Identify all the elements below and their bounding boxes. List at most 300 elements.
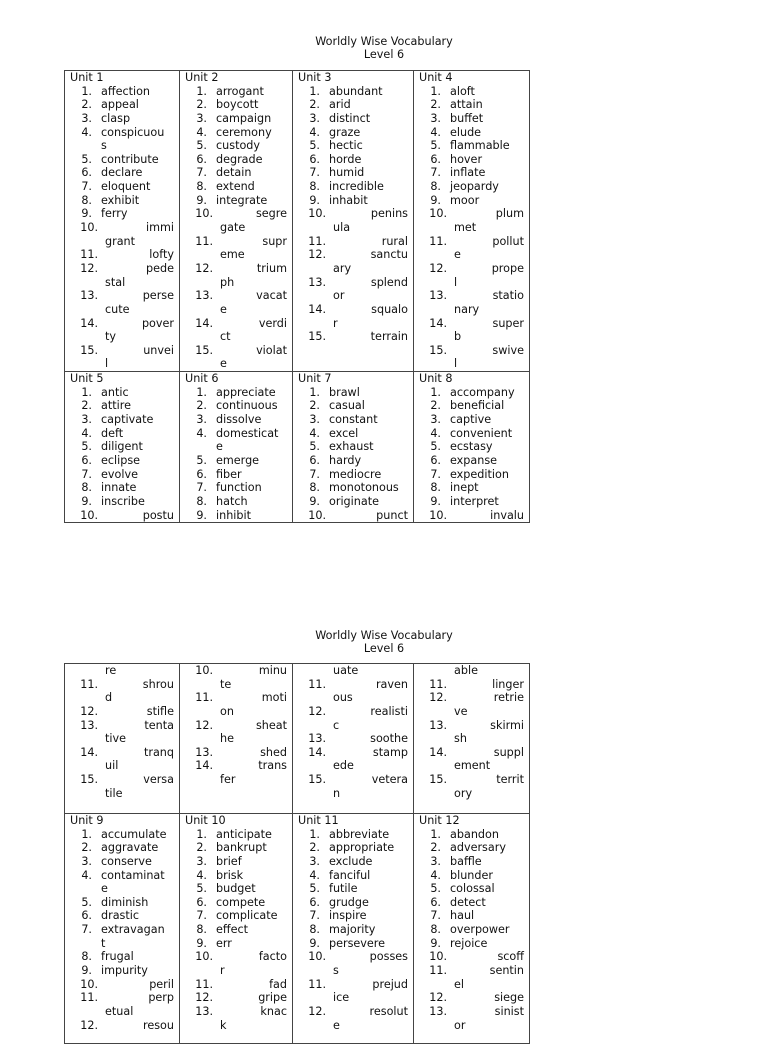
word-line bbox=[414, 126, 529, 140]
word-continuation: s bbox=[333, 964, 339, 978]
vocab-word: rural bbox=[381, 234, 408, 248]
word-continuation: stal bbox=[105, 275, 126, 289]
vocab-word: humid bbox=[329, 166, 365, 180]
word-line bbox=[414, 399, 529, 413]
continued-cell bbox=[180, 664, 293, 814]
vocab-word: flammable bbox=[450, 139, 510, 153]
word-number: 8. bbox=[430, 180, 441, 194]
word-line bbox=[65, 746, 179, 760]
vocab-word: sanctu bbox=[370, 248, 408, 262]
word-number: 6. bbox=[196, 152, 207, 166]
unit-6-list bbox=[180, 372, 292, 522]
vocab-word: inhabit bbox=[329, 193, 368, 207]
word-number: 4. bbox=[81, 426, 92, 440]
word-number: 14. bbox=[80, 316, 98, 330]
vocab-word: verdi bbox=[258, 316, 287, 330]
word-line bbox=[293, 454, 413, 468]
word-line bbox=[180, 691, 292, 705]
word-line bbox=[293, 139, 413, 153]
word-line bbox=[414, 139, 529, 153]
word-number: 4. bbox=[196, 426, 207, 440]
word-number: 15. bbox=[308, 773, 326, 787]
word-number: 9. bbox=[309, 936, 320, 950]
continued-cell bbox=[65, 664, 180, 814]
vocab-word: perse bbox=[142, 289, 174, 303]
word-line bbox=[65, 413, 179, 427]
word-line bbox=[414, 427, 529, 441]
word-number: 6. bbox=[81, 909, 92, 923]
vocab-word: constant bbox=[329, 413, 378, 427]
vocab-word: lofty bbox=[149, 248, 174, 262]
vocab-word: ceremony bbox=[216, 125, 272, 139]
word-number: 10. bbox=[80, 508, 98, 522]
word-line bbox=[293, 978, 413, 992]
word-line bbox=[293, 773, 413, 787]
word-line bbox=[414, 468, 529, 482]
word-number: 14. bbox=[195, 759, 213, 773]
word-number: 2. bbox=[430, 98, 441, 112]
word-number: 9. bbox=[196, 508, 207, 522]
word-number: 8. bbox=[309, 481, 320, 495]
unit-5-list bbox=[65, 372, 179, 522]
word-line bbox=[65, 732, 179, 746]
word-number: 5. bbox=[81, 895, 92, 909]
vocab-word: interpret bbox=[450, 494, 499, 508]
vocab-word: mediocre bbox=[329, 467, 382, 481]
word-number: 12. bbox=[195, 991, 213, 1005]
unit-7-continued bbox=[293, 664, 413, 800]
vocab-word: declare bbox=[101, 166, 143, 180]
word-line bbox=[293, 719, 413, 733]
word-line bbox=[293, 180, 413, 194]
vocab-word: invalu bbox=[490, 508, 524, 522]
word-line bbox=[65, 1005, 179, 1019]
word-number: 1. bbox=[196, 827, 207, 841]
word-line bbox=[414, 950, 529, 964]
word-line bbox=[65, 964, 179, 978]
vocab-word: inspire bbox=[329, 909, 367, 923]
word-number: 10. bbox=[429, 508, 447, 522]
vocab-word: hatch bbox=[216, 494, 248, 508]
word-continuation: b bbox=[454, 330, 462, 344]
word-number: 2. bbox=[309, 98, 320, 112]
unit-12-list bbox=[414, 814, 529, 1032]
vocab-word: err bbox=[216, 936, 232, 950]
word-number: 11. bbox=[195, 691, 213, 705]
word-line bbox=[180, 399, 292, 413]
word-continuation: te bbox=[220, 677, 232, 691]
word-continuation: eme bbox=[220, 248, 245, 262]
vocab-word: innate bbox=[101, 481, 137, 495]
word-line bbox=[414, 481, 529, 495]
vocab-word: linger bbox=[492, 677, 524, 691]
word-continuation: l bbox=[105, 357, 109, 371]
word-number: 8. bbox=[309, 923, 320, 937]
vocab-word: originate bbox=[329, 494, 379, 508]
word-continuation: ede bbox=[333, 759, 354, 773]
word-number: 7. bbox=[309, 467, 320, 481]
word-line bbox=[65, 289, 179, 303]
word-line bbox=[180, 330, 292, 344]
word-number: 4. bbox=[309, 868, 320, 882]
word-continuation: able bbox=[454, 664, 478, 677]
vocab-word: violat bbox=[256, 343, 287, 357]
unit-title: Unit 3 bbox=[298, 71, 332, 84]
word-number: 9. bbox=[430, 494, 441, 508]
word-continuation: r bbox=[220, 964, 225, 978]
vocab-word: brawl bbox=[329, 385, 360, 399]
word-line bbox=[65, 344, 179, 358]
word-line bbox=[180, 773, 292, 787]
vocab-word: clasp bbox=[101, 111, 131, 125]
word-line bbox=[414, 869, 529, 883]
word-line bbox=[65, 330, 179, 344]
unit-cell bbox=[293, 814, 414, 1044]
vocab-word: peril bbox=[149, 977, 174, 991]
unit-6-continued bbox=[180, 664, 292, 787]
word-line bbox=[180, 85, 292, 99]
word-continuation: cute bbox=[105, 302, 130, 316]
word-number: 13. bbox=[308, 732, 326, 746]
unit-cell bbox=[414, 372, 530, 523]
vocab-word: appeal bbox=[101, 98, 139, 112]
word-number: 13. bbox=[195, 745, 213, 759]
vocab-word: abbreviate bbox=[329, 827, 390, 841]
word-number: 15. bbox=[195, 343, 213, 357]
word-line bbox=[293, 194, 413, 208]
word-number: 4. bbox=[309, 125, 320, 139]
word-number: 4. bbox=[309, 426, 320, 440]
word-line bbox=[180, 950, 292, 964]
word-line bbox=[293, 303, 413, 317]
word-number: 8. bbox=[81, 950, 92, 964]
word-line bbox=[180, 440, 292, 454]
word-line bbox=[65, 869, 179, 883]
word-line bbox=[414, 787, 529, 801]
word-continuation: e bbox=[220, 302, 227, 316]
word-number: 6. bbox=[309, 152, 320, 166]
word-number: 1. bbox=[81, 827, 92, 841]
word-number: 11. bbox=[80, 248, 98, 262]
word-line bbox=[180, 357, 292, 371]
word-number: 5. bbox=[81, 152, 92, 166]
vocab-word: tranq bbox=[143, 745, 174, 759]
vocab-word: abandon bbox=[450, 827, 499, 841]
vocab-word: campaign bbox=[216, 111, 272, 125]
vocab-word: shrou bbox=[142, 677, 174, 691]
word-line bbox=[293, 276, 413, 290]
word-line bbox=[65, 427, 179, 441]
word-number: 7. bbox=[430, 166, 441, 180]
word-number: 6. bbox=[309, 895, 320, 909]
word-line bbox=[414, 828, 529, 842]
word-number: 1. bbox=[196, 84, 207, 98]
word-line bbox=[180, 112, 292, 126]
vocab-word: expanse bbox=[450, 453, 498, 467]
word-line bbox=[180, 427, 292, 441]
word-line bbox=[180, 978, 292, 992]
word-line bbox=[414, 112, 529, 126]
word-number: 5. bbox=[196, 139, 207, 153]
word-line bbox=[180, 759, 292, 773]
word-number: 1. bbox=[430, 84, 441, 98]
word-number: 4. bbox=[196, 125, 207, 139]
page2-vocab-table bbox=[64, 663, 530, 1044]
word-number: 10. bbox=[80, 977, 98, 991]
word-number: 14. bbox=[195, 316, 213, 330]
vocab-word: supr bbox=[262, 234, 287, 248]
word-number: 10. bbox=[429, 207, 447, 221]
word-line bbox=[293, 207, 413, 221]
word-number: 12. bbox=[429, 991, 447, 1005]
word-continuation: on bbox=[220, 704, 234, 718]
word-line bbox=[293, 317, 413, 331]
word-number: 8. bbox=[81, 193, 92, 207]
word-number: 1. bbox=[81, 84, 92, 98]
vocab-word: horde bbox=[329, 152, 362, 166]
word-number: 11. bbox=[429, 234, 447, 248]
word-line bbox=[414, 1019, 529, 1033]
word-line bbox=[293, 248, 413, 262]
vocab-word: postu bbox=[142, 508, 174, 522]
vocab-word: incredible bbox=[329, 180, 384, 194]
word-continuation: s bbox=[101, 139, 107, 153]
unit-title: Unit 12 bbox=[419, 814, 460, 827]
word-number: 13. bbox=[429, 718, 447, 732]
word-line bbox=[180, 964, 292, 978]
vocab-word: abundant bbox=[329, 84, 383, 98]
word-number: 11. bbox=[308, 977, 326, 991]
word-line bbox=[180, 909, 292, 923]
word-number: 13. bbox=[195, 289, 213, 303]
word-line bbox=[65, 705, 179, 719]
word-continuation: e bbox=[101, 882, 108, 896]
word-line bbox=[180, 896, 292, 910]
word-continuation: he bbox=[220, 732, 234, 746]
vocab-word: brief bbox=[216, 854, 242, 868]
word-line bbox=[414, 678, 529, 692]
word-continuation: ory bbox=[454, 786, 473, 800]
word-number: 6. bbox=[430, 895, 441, 909]
vocab-word: captivate bbox=[101, 413, 154, 427]
word-line bbox=[65, 166, 179, 180]
word-line bbox=[65, 841, 179, 855]
unit-title: Unit 4 bbox=[419, 71, 453, 84]
word-line bbox=[65, 276, 179, 290]
word-number: 6. bbox=[430, 152, 441, 166]
word-number: 3. bbox=[196, 111, 207, 125]
word-line bbox=[180, 937, 292, 951]
unit-3-list bbox=[293, 71, 413, 344]
word-line bbox=[293, 705, 413, 719]
vocab-word: detain bbox=[216, 166, 252, 180]
vocab-word: penins bbox=[370, 207, 408, 221]
word-number: 7. bbox=[309, 909, 320, 923]
word-number: 12. bbox=[429, 261, 447, 275]
vocab-word: distinct bbox=[329, 111, 371, 125]
word-line bbox=[65, 221, 179, 235]
word-line bbox=[180, 180, 292, 194]
vocab-word: soothe bbox=[370, 732, 408, 746]
word-number: 12. bbox=[429, 691, 447, 705]
continued-cell bbox=[414, 664, 530, 814]
word-line bbox=[293, 691, 413, 705]
vocab-word: futile bbox=[329, 882, 358, 896]
vocab-word: arid bbox=[329, 98, 351, 112]
word-line bbox=[293, 262, 413, 276]
word-number: 7. bbox=[81, 467, 92, 481]
vocab-word: gripe bbox=[258, 991, 287, 1005]
word-line bbox=[293, 964, 413, 978]
vocab-word: jeopardy bbox=[450, 180, 499, 194]
word-number: 12. bbox=[308, 704, 326, 718]
vocab-word: function bbox=[216, 481, 262, 495]
word-line bbox=[293, 427, 413, 441]
vocab-word: boycott bbox=[216, 98, 259, 112]
word-number: 14. bbox=[80, 745, 98, 759]
unit-7-list bbox=[293, 372, 413, 522]
unit-title: Unit 1 bbox=[70, 71, 104, 84]
word-continuation: tive bbox=[105, 732, 126, 746]
word-line bbox=[414, 180, 529, 194]
word-number: 4. bbox=[81, 125, 92, 139]
word-line bbox=[414, 909, 529, 923]
word-continuation: ous bbox=[333, 691, 353, 705]
vocab-word: affection bbox=[101, 84, 151, 98]
word-line bbox=[414, 221, 529, 235]
word-line bbox=[65, 180, 179, 194]
word-line bbox=[65, 855, 179, 869]
word-continuation: l bbox=[454, 275, 458, 289]
vocab-word: expedition bbox=[450, 467, 509, 481]
word-number: 8. bbox=[81, 481, 92, 495]
vocab-word: trium bbox=[256, 261, 287, 275]
word-number: 2. bbox=[196, 841, 207, 855]
word-line bbox=[293, 937, 413, 951]
word-line bbox=[414, 841, 529, 855]
vocab-word: appropriate bbox=[329, 841, 395, 855]
word-number: 10. bbox=[80, 221, 98, 235]
vocab-word: punct bbox=[376, 508, 408, 522]
word-line bbox=[180, 194, 292, 208]
unit-cell bbox=[414, 814, 530, 1044]
vocab-word: convenient bbox=[450, 426, 513, 440]
unit-cell bbox=[414, 71, 530, 372]
word-line bbox=[180, 221, 292, 235]
word-line bbox=[293, 166, 413, 180]
word-continuation: met bbox=[454, 221, 477, 235]
vocab-word: conspicuou bbox=[101, 125, 165, 139]
word-line bbox=[414, 732, 529, 746]
vocab-word: excel bbox=[329, 426, 359, 440]
word-line bbox=[414, 386, 529, 400]
word-number: 3. bbox=[81, 111, 92, 125]
word-number: 11. bbox=[429, 677, 447, 691]
vocab-word: siege bbox=[494, 991, 524, 1005]
vocab-word: prope bbox=[491, 261, 524, 275]
word-number: 1. bbox=[309, 827, 320, 841]
word-line bbox=[293, 746, 413, 760]
word-number: 7. bbox=[430, 909, 441, 923]
word-line bbox=[180, 413, 292, 427]
vocab-word: accumulate bbox=[101, 827, 167, 841]
unit-8-list bbox=[414, 372, 529, 522]
word-line bbox=[414, 413, 529, 427]
word-continuation: e bbox=[216, 440, 223, 454]
word-number: 3. bbox=[196, 854, 207, 868]
word-line bbox=[65, 262, 179, 276]
vocab-word: inhibit bbox=[216, 508, 251, 522]
vocab-word: super bbox=[492, 316, 524, 330]
word-line bbox=[180, 317, 292, 331]
vocab-word: accompany bbox=[450, 385, 515, 399]
vocab-word: baffle bbox=[450, 854, 482, 868]
unit-title: Unit 11 bbox=[298, 814, 339, 827]
word-number: 12. bbox=[308, 248, 326, 262]
word-number: 14. bbox=[429, 316, 447, 330]
vocab-word: impurity bbox=[101, 964, 148, 978]
unit-2-list bbox=[180, 71, 292, 371]
word-line bbox=[65, 317, 179, 331]
word-line bbox=[414, 495, 529, 509]
word-line bbox=[65, 828, 179, 842]
word-line bbox=[414, 705, 529, 719]
word-line bbox=[180, 705, 292, 719]
vocab-word: stifle bbox=[146, 704, 174, 718]
word-continuation: ary bbox=[333, 261, 352, 275]
word-line bbox=[65, 787, 179, 801]
word-line bbox=[414, 759, 529, 773]
word-line bbox=[293, 1019, 413, 1033]
vocab-word: hectic bbox=[329, 139, 363, 153]
word-line bbox=[293, 98, 413, 112]
word-line bbox=[65, 509, 179, 523]
word-number: 3. bbox=[430, 413, 441, 427]
word-continuation: n bbox=[333, 786, 341, 800]
vocab-word: skirmi bbox=[490, 718, 524, 732]
vocab-word: integrate bbox=[216, 193, 268, 207]
word-line bbox=[65, 773, 179, 787]
word-number: 14. bbox=[429, 745, 447, 759]
word-line bbox=[293, 732, 413, 746]
word-line bbox=[65, 978, 179, 992]
word-number: 11. bbox=[195, 234, 213, 248]
word-line bbox=[414, 773, 529, 787]
word-line bbox=[414, 1005, 529, 1019]
word-number: 5. bbox=[309, 882, 320, 896]
word-number: 1. bbox=[309, 84, 320, 98]
document-title: Worldly Wise Vocabulary bbox=[315, 629, 453, 642]
vocab-word: persevere bbox=[329, 936, 386, 950]
page2-header bbox=[0, 629, 768, 655]
vocab-word: buffet bbox=[450, 111, 484, 125]
word-continuation: ement bbox=[454, 759, 491, 773]
vocab-word: squalo bbox=[371, 302, 408, 316]
unit-title: Unit 9 bbox=[70, 814, 104, 827]
word-line bbox=[65, 440, 179, 454]
word-line bbox=[65, 923, 179, 937]
word-line bbox=[414, 248, 529, 262]
vocab-word: prejud bbox=[372, 977, 408, 991]
word-line bbox=[414, 207, 529, 221]
word-number: 10. bbox=[195, 950, 213, 964]
word-line bbox=[65, 468, 179, 482]
word-continuation: r bbox=[333, 316, 338, 330]
vocab-word: inept bbox=[450, 481, 479, 495]
vocab-word: anticipate bbox=[216, 827, 272, 841]
word-line bbox=[414, 357, 529, 371]
vocab-word: posses bbox=[369, 950, 408, 964]
